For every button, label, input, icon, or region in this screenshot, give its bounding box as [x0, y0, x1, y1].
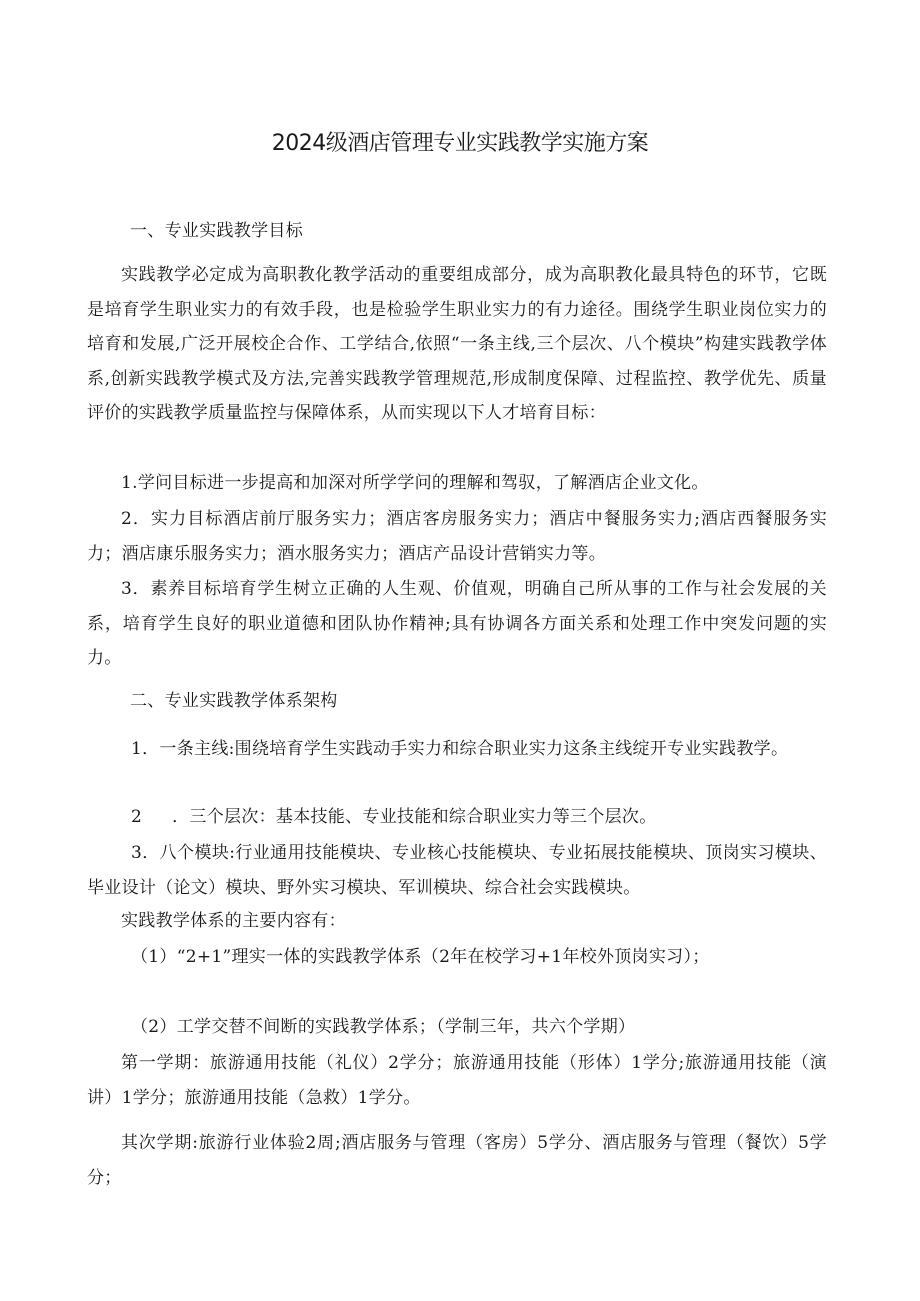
section-1-heading: 一、专业实践教学目标 [130, 221, 303, 241]
three-levels-number: 2 [131, 807, 143, 827]
document-title: 2024级酒店管理专业实践教学实施方案 [271, 131, 649, 156]
main-line-paragraph: 1．一条主线:围绕培育学生实践动手实力和综合职业实力这条主线绽开专业实践教学。 [131, 739, 789, 759]
knowledge-goal-paragraph: 1.学问目标进一步提高和加深对所学学问的理解和驾驭，了解酒店企业文化。 [121, 473, 709, 493]
section-1-intro-paragraph: 实践教学必定成为高职教化教学活动的重要组成部分，成为高职教化最具特色的环节，它既是培育学生职业实力的有效手段，也是检验学生职业实力的有力途径。围绕学生职业岗位实力的培育和发展,广泛开展校企合作、工学结合,依照“一条主线,三个层次、八个模块”构建实践教学体系,创新实践教学模式及方法,完善实践教学管理规范,形成制度保障、过程监控、教学优先、质量评价的实践教学质量监控与保障体系，从而实现以下人才培育目标： [87, 265, 827, 423]
ability-goal-paragraph: 2．实力目标酒店前厅服务实力；酒店客房服务实力；酒店中餐服务实力;酒店西餐服务实力；酒店康乐服务实力；酒水服务实力；酒店产品设计营销实力等。 [87, 509, 827, 564]
eight-modules-paragraph: 3．八个模块:行业通用技能模块、专业核心技能模块、专业拓展技能模块、顶岗实习模块、毕业设计（论文）模块、野外实习模块、军训模块、综合社会实践模块。 [87, 843, 827, 898]
content-intro-paragraph: 实践教学体系的主要内容有： [121, 911, 346, 931]
section-2-heading: 二、专业实践教学体系架构 [130, 691, 338, 711]
system-1-paragraph: （1）“2+1”理实一体的实践教学体系（2年在校学习+1年校外顶岗实习）； [131, 947, 710, 967]
three-levels-text: ．三个层次：基本技能、专业技能和综合职业实力等三个层次。 [172, 807, 657, 827]
quality-goal-paragraph: 3．素养目标培育学生树立正确的人生观、价值观，明确自己所从事的工作与社会发展的关系，培育学生良好的职业道德和团队协作精神;具有协调各方面关系和处理工作中突发问题的实力。 [87, 579, 827, 668]
system-2-paragraph: （2）工学交替不间断的实践教学体系；（学制三年，共六个学期） [131, 1017, 636, 1037]
semester-1-paragraph: 第一学期：旅游通用技能（礼仪）2学分；旅游通用技能（形体）1学分;旅游通用技能（演讲）1学分；旅游通用技能（急救）1学分。 [87, 1053, 827, 1108]
three-levels-paragraph [87, 800, 827, 835]
semester-2-paragraph: 其次学期:旅游行业体验2周;酒店服务与管理（客房）5学分、酒店服务与管理（餐饮）5学分； [87, 1133, 827, 1188]
